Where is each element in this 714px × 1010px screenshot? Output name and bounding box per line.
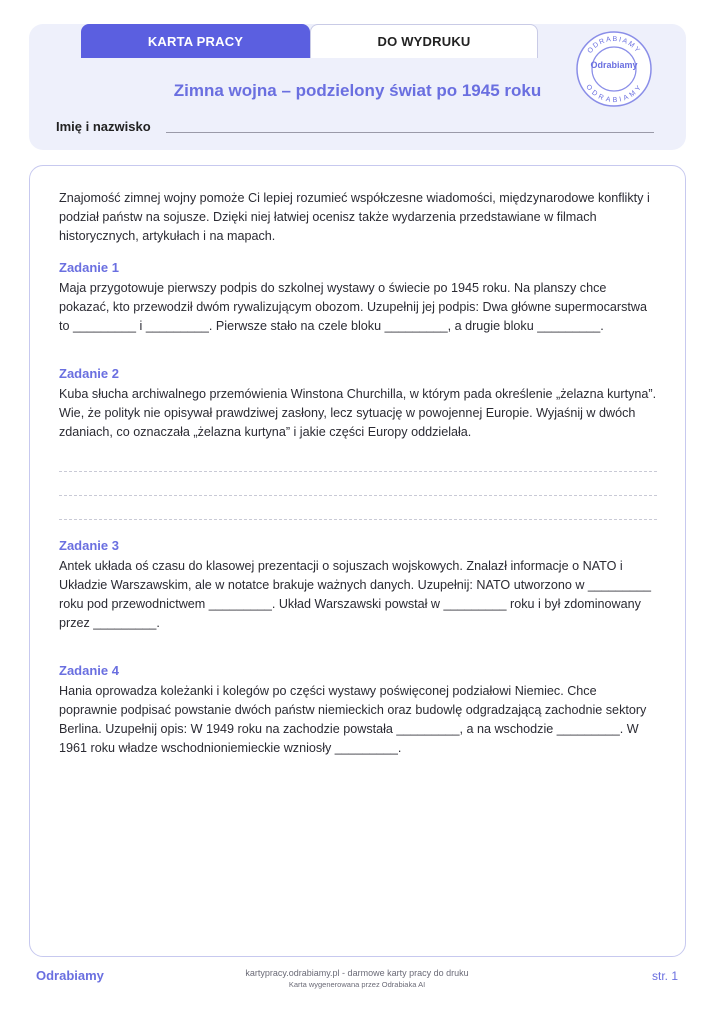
page-number: str. 1 bbox=[651, 969, 678, 983]
task-4 bbox=[59, 661, 657, 758]
stamp-center-text: Odrabiamy bbox=[590, 60, 638, 70]
page-title: Zimna wojna – podzielony świat po 1945 roku bbox=[173, 81, 542, 100]
task-text: Maja przygotowuje pierwszy podpis do szkolnej wystawy o świecie po 1945 roku. Na planszy chce pokazać, kto przewodził dwóm rywalizującym obozom. Uzupełnij jej podpis: Dwa główne supermocarstwa to _________ i _________. Pierwsze stało na czele bloku _________, a drugie bloku _________. bbox=[59, 281, 647, 333]
worksheet-card bbox=[29, 165, 686, 957]
task-3 bbox=[59, 536, 657, 633]
task-text: Kuba słucha archiwalnego przemówienia Winstona Churchilla, w którym pada określenie „żelazna kurtyna”. Wie, że polityk nie opisywał prawdziwej zasłony, lecz sytuację w powojennej Europie. Wyjaśnij w dwóch zdaniach, co oznaczała „żelazna kurtyna” i jakie części Europy oddzielała. bbox=[59, 387, 657, 439]
answer-line[interactable] bbox=[59, 448, 657, 472]
task-1 bbox=[59, 258, 657, 336]
svg-text:ODRABIAMY: ODRABIAMY bbox=[586, 35, 642, 55]
header-card bbox=[29, 24, 686, 150]
footer-site-line[interactable]: kartypracy.odrabiamy.pl - darmowe karty pracy do druku bbox=[245, 968, 469, 978]
tab-print[interactable]: DO WYDRUKU bbox=[310, 24, 538, 58]
task-title: Zadanie 3 bbox=[59, 538, 119, 553]
intro-paragraph: Znajomość zimnej wojny pomoże Ci lepiej rozumieć współczesne wiadomości, międzynarodowe konflikty i podział państw na sojusze. Dzięki niej łatwiej ocenisz także wydarzenia przedstawiane w filmach historycznych, artykułach i na mapach. bbox=[59, 191, 650, 243]
worksheet-content bbox=[59, 189, 657, 786]
task-text: Hania oprowadza koleżanki i kolegów po części wystawy poświęconej podziałowi Niemiec. Chce poprawnie podpisać powstanie dwóch państw niemieckich oraz budowlę odgradzającą zachodnie sektory Berlina. Uzupełnij opis: W 1949 roku na zachodzie powstała _________, a na wschodzie _________. W 1961 roku władze wschodnioniemieckie wzniosły _________. bbox=[59, 684, 647, 755]
task-title: Zadanie 1 bbox=[59, 260, 119, 275]
task-2 bbox=[59, 364, 657, 520]
odrabiamy-stamp-logo bbox=[575, 30, 653, 108]
footer-brand[interactable]: Odrabiamy bbox=[36, 968, 104, 983]
name-label: Imię i nazwisko bbox=[56, 119, 151, 134]
task-text: Antek układa oś czasu do klasowej prezentacji o sojuszach wojskowych. Znalazł informacje o NATO i Układzie Warszawskim, ale w notatce brakuje ważnych danych. Uzupełnij: NATO utworzono w _________ roku pod przewodnictwem _________. Układ Warszawski powstał w _________ roku i był zdominowany przez _________. bbox=[59, 559, 651, 630]
name-input-line[interactable] bbox=[166, 132, 654, 133]
answer-line[interactable] bbox=[59, 472, 657, 496]
svg-text:ODRABIAMY: ODRABIAMY bbox=[584, 83, 644, 105]
task-title: Zadanie 2 bbox=[59, 366, 119, 381]
answer-lines bbox=[59, 448, 657, 520]
footer-info bbox=[0, 968, 714, 990]
tab-worksheet[interactable]: KARTA PRACY bbox=[81, 24, 310, 58]
footer-generated-line: Karta wygenerowana przez Odrabiaka AI bbox=[288, 980, 426, 989]
task-title: Zadanie 4 bbox=[59, 663, 119, 678]
answer-line[interactable] bbox=[59, 496, 657, 520]
